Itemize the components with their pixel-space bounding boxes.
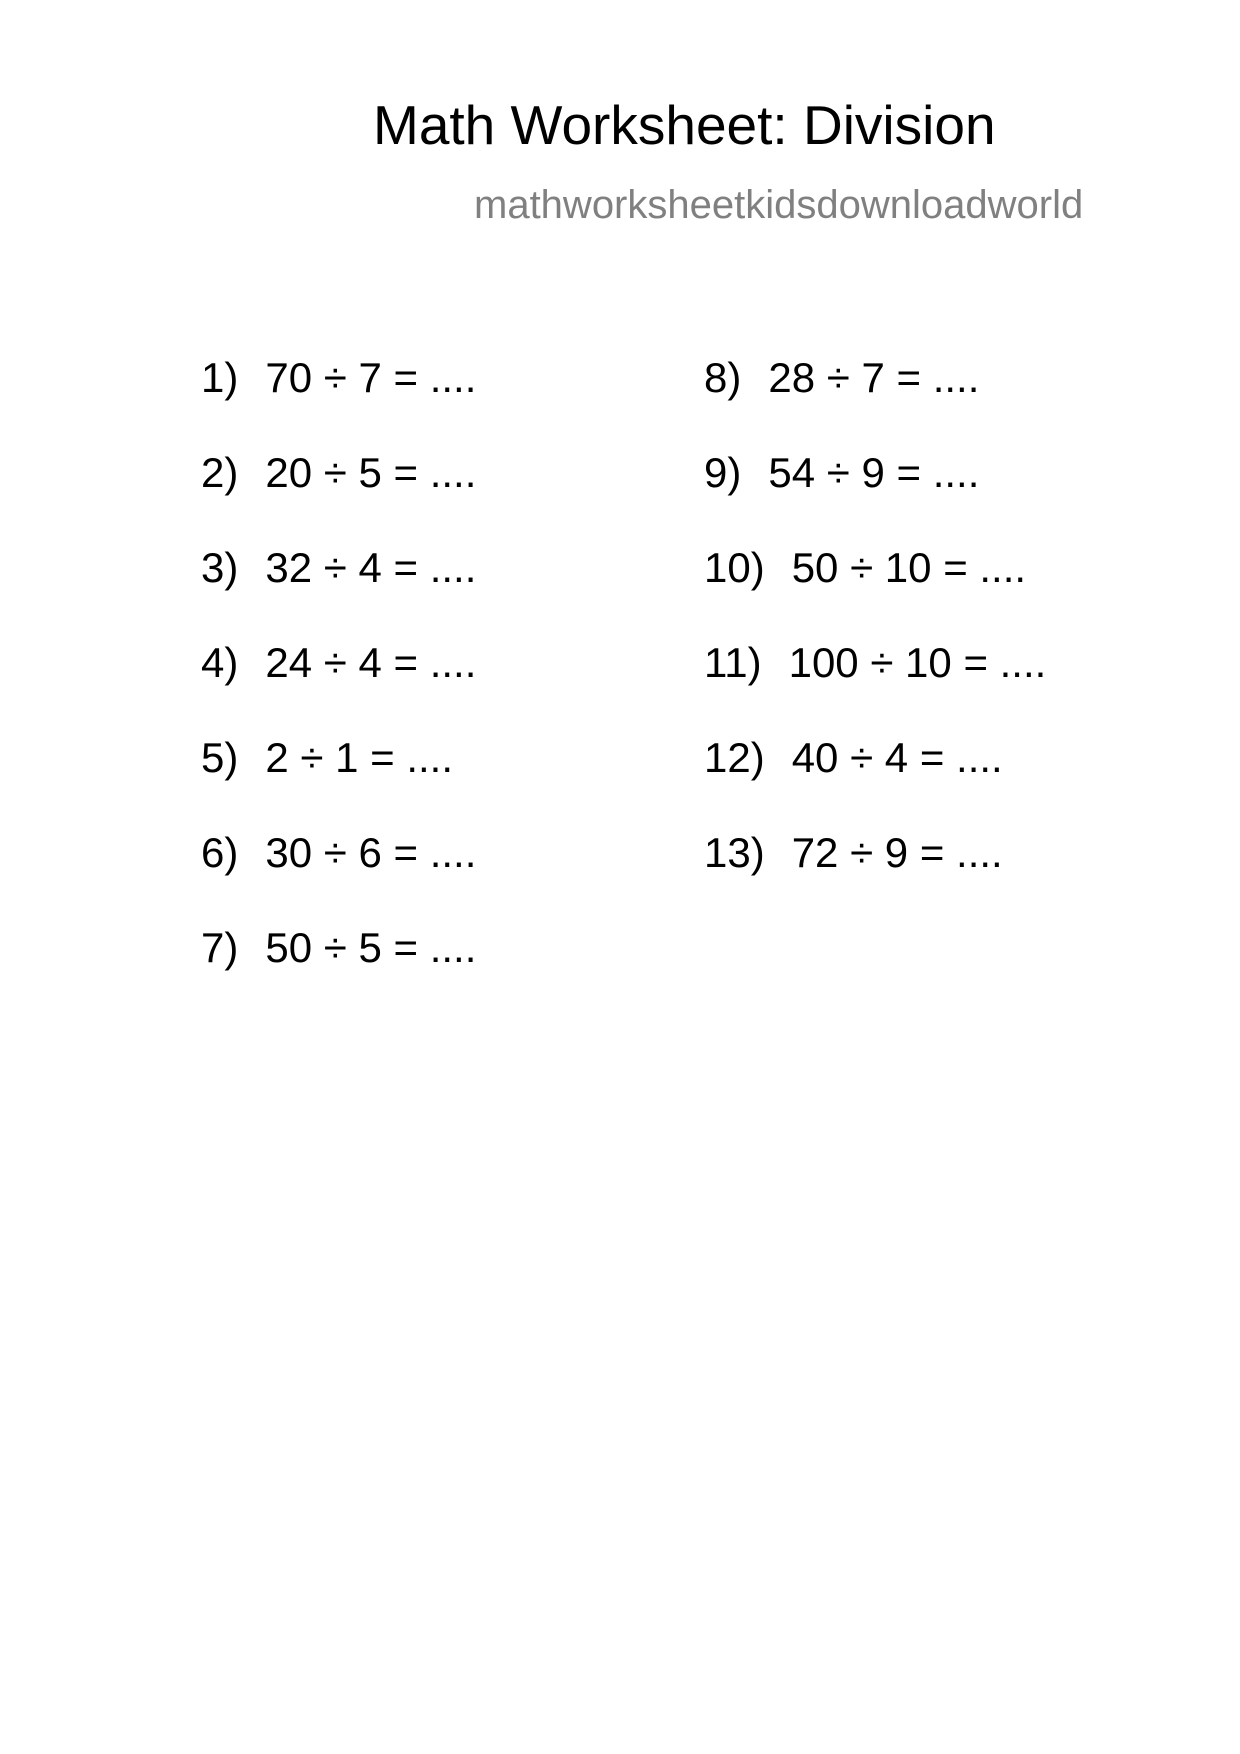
problem-number: 9) [704, 449, 742, 496]
problem-item [704, 639, 1047, 737]
left-column [201, 354, 477, 1022]
problem-expression: 72 ÷ 9 = .... [791, 829, 1003, 876]
problem-item [201, 829, 477, 927]
problem-item [201, 449, 477, 547]
problem-expression: 28 ÷ 7 = .... [768, 354, 980, 401]
problem-number: 5) [201, 734, 239, 781]
problem-number: 10) [704, 544, 765, 591]
problem-expression: 70 ÷ 7 = .... [265, 354, 477, 401]
problem-number: 13) [704, 829, 765, 876]
right-column [704, 354, 1047, 927]
problem-expression: 40 ÷ 4 = .... [791, 734, 1003, 781]
page-subtitle: mathworksheetkidsdownloadworld [474, 183, 1084, 227]
problem-number: 11) [704, 639, 762, 686]
problem-item [704, 734, 1046, 832]
problem-expression: 50 ÷ 5 = .... [265, 924, 477, 971]
problem-number: 1) [201, 354, 239, 401]
problem-item [201, 924, 477, 1022]
problem-item [704, 354, 1046, 452]
problem-number: 3) [201, 544, 239, 591]
problem-number: 8) [704, 354, 742, 401]
problem-item [704, 829, 1046, 927]
problem-expression: 100 ÷ 10 = .... [788, 639, 1047, 686]
problem-item [201, 544, 477, 642]
problem-number: 7) [201, 924, 239, 971]
problem-number: 4) [201, 639, 239, 686]
problem-item [201, 354, 477, 452]
problem-expression: 32 ÷ 4 = .... [265, 544, 477, 591]
problem-expression: 24 ÷ 4 = .... [265, 639, 477, 686]
problem-expression: 54 ÷ 9 = .... [768, 449, 980, 496]
problem-expression: 2 ÷ 1 = .... [265, 734, 454, 781]
problem-expression: 30 ÷ 6 = .... [265, 829, 477, 876]
problem-number: 2) [201, 449, 239, 496]
problem-expression: 20 ÷ 5 = .... [265, 449, 477, 496]
problem-item [704, 544, 1046, 642]
problem-expression: 50 ÷ 10 = .... [791, 544, 1027, 591]
problem-item [201, 639, 477, 737]
problem-number: 6) [201, 829, 239, 876]
page-title: Math Worksheet: Division [373, 94, 996, 156]
problem-item [201, 734, 476, 832]
problem-number: 12) [704, 734, 765, 781]
problem-item [704, 449, 1046, 547]
